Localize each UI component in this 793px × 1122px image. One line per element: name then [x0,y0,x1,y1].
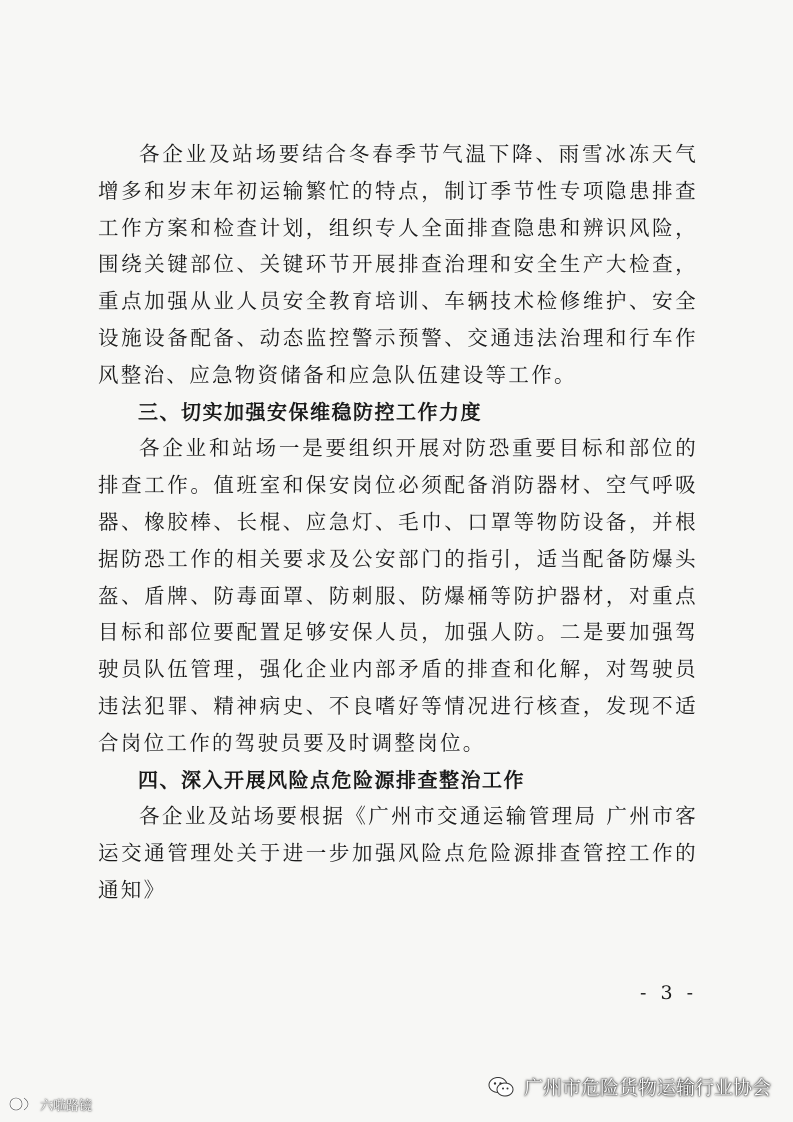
site-watermark-text: 六啦路镜 [40,1098,93,1114]
paragraph-security-measures: 各企业和站场一是要组织开展对防恐重要目标和部位的排查工作。值班室和保安岗位必须配备消防器材、空气呼吸器、橡胶棒、长棍、应急灯、毛巾、口罩等物防设备，并根据防恐工作的相关要求及公安部门的指引，适当配备防爆头盔、盾牌、防毒面罩、防刺服、防爆桶等防护器材，对重点目标和部位要配置足够安保人员，加强人防。二是要加强驾驶员队伍管理，强化企业内部矛盾的排查和化解，对驾驶员违法犯罪、精神病史、不良嗜好等情况进行核查，发现不适合岗位工作的驾驶员要及时调整岗位。 [98,436,698,755]
section-heading-three: 三、切实加强安保维稳防控工作力度 [138,399,482,424]
section-heading-four: 四、深入开展风险点危险源排查整治工作 [138,767,525,792]
site-logo-icon [8,1093,38,1115]
association-watermark-text: 广州市危险货物运输行业协会 [524,1077,772,1099]
association-watermark [488,1073,771,1100]
wechat-icon [488,1076,514,1098]
document-body [98,136,698,909]
paragraph-risk-points: 各企业及站场要根据《广州市交通运输管理局 广州市客运交通管理处关于进一步加强风险点危险源排查管控工作的通知》 [98,804,698,902]
page-number: - 3 - [640,982,698,1004]
paragraph-season-inspection: 各企业及站场要结合冬春季节气温下降、雨雪冰冻天气增多和岁末年初运输繁忙的特点，制订季节性专项隐患排查工作方案和检查计划，组织专人全面排查隐患和辨识风险，围绕关键部位、关键环节开展排查治理和安全生产大检查，重点加强从业人员安全教育培训、车辆技术检修维护、安全设施设备配备、动态监控警示预警、交通违法治理和行车作风整治、应急物资储备和应急队伍建设等工作。 [98,142,698,387]
site-watermark [8,1093,92,1115]
